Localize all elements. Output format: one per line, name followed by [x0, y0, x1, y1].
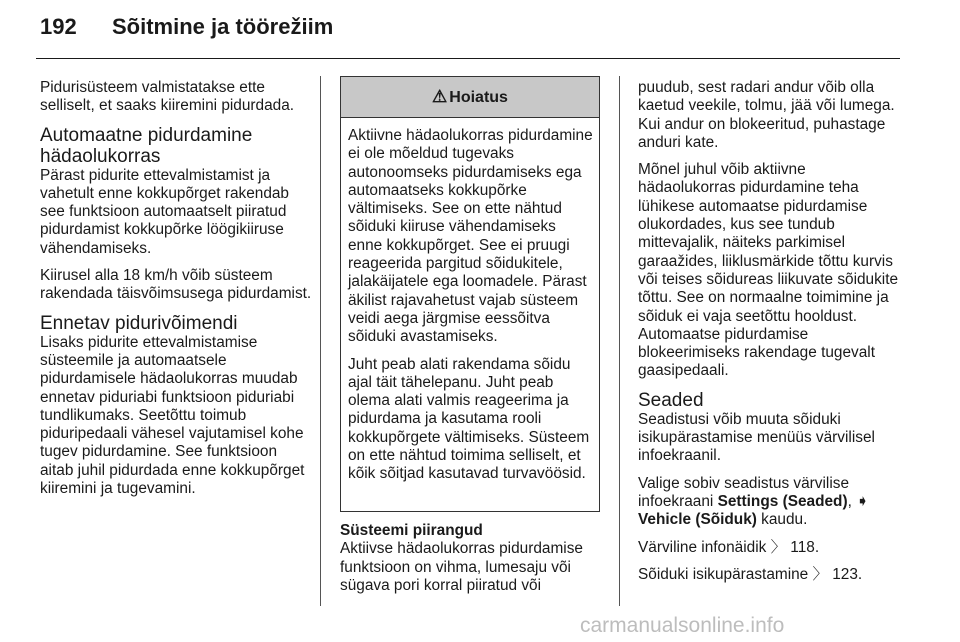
warning-body — [341, 118, 599, 484]
paragraph: Pidurisüsteem valmistatakse ette selliselt, et saaks kiiremini pidurdada. — [40, 79, 295, 115]
column-divider-left — [320, 76, 321, 606]
paragraph: Pärast pidurite ettevalmistamist ja vahetult enne kokkupõrget rakendab see funktsioon automaatselt piiratud pidurdamist kokkupõrke löögikiiruse vähendamiseks. — [40, 166, 289, 257]
section-heading-brake-assist: Ennetav pidurivõimendi — [40, 312, 238, 334]
paragraph: Seadistusi võib muuta sõiduki isikupärastamise menüüs värvilisel infoekraanil. — [638, 410, 875, 465]
page-number: 192 — [40, 14, 77, 39]
play-arrow-icon: ➧ — [856, 492, 870, 510]
paragraph-settings-path: Valige sobiv seadistus värvilise infoekraani Settings (Seaded), ➧ Vehicle (Sõiduk) kaudu. — [638, 474, 870, 529]
paragraph: puudub, sest radari andur võib olla kaetud veekile, tolmu, jää või lumega. Kui andur on blokeeritud, puhastage anduri kate. — [638, 79, 895, 151]
warning-paragraph: Aktiivne hädaolukorras pidurdamine ei ole mõeldud tugevaks autonoomseks pidurdamiseks ega automaatseks kokkupõrke vältimiseks. See on ette nähtud sõiduki kiiruse vähendamiseks enne kokkupõrget. See ei pruugi reageerida pargitud sõidukitele, jalakäijatele ega loomadele. Pärast äkilist rajavahetust vajab süsteem veidi aega järgmise eessõitva sõiduki avastamiseks. — [348, 127, 593, 346]
column-left — [40, 79, 312, 507]
paragraph: Kiirusel alla 18 km/h võib süsteem rakendada täisvõimsusega pidurdamist. — [40, 267, 312, 303]
cross-reference: Sõiduki isikupärastamine 〉 123. — [638, 565, 863, 583]
warning-box — [340, 76, 600, 512]
warning-triangle-icon: ⚠ — [432, 87, 448, 106]
warning-paragraph: Juht peab alati rakendama sõidu ajal täit tähelepanu. Juht peab olema alati valmis reageerima ja pidurdama ja kasutama rooli kokkupõrgete vältimiseks. Süsteem on ette nähtud toimima selliselt, et kõik sõitjad kasutavad turvavöösid. — [348, 355, 590, 483]
page-reference: 123. — [832, 565, 863, 583]
column-middle-lower — [340, 522, 602, 604]
paragraph: Mõnel juhul võib aktiivne hädaolukorras pidurdamine teha lühikese automaatse pidurdamise olukordades, kus see tundub mittevajalik, näiteks parkimisel garaažides, liiklusmärkide tõttu kurvis või teises sõidureas liikuvate sõidukite tõttu. See on normaalne toimimine ja sõiduk ei vaja seetõttu hooldust. Automaatse pidurdamise blokeerimiseks rakendage tugevalt gaasipedaali. — [638, 161, 899, 380]
page-header — [40, 14, 333, 40]
cross-reference: Värviline infonäidik 〉 118. — [638, 538, 820, 556]
page-reference: 118. — [790, 538, 820, 556]
watermark: carmanualsonline.info — [580, 614, 785, 637]
warning-header — [341, 77, 599, 118]
warning-title: Hoiatus — [449, 89, 508, 106]
paragraph: Aktiivse hädaolukorras pidurdamise funktsioon on vihma, lumesaju või sügava pori korral piiratud või — [340, 540, 583, 594]
menu-path-vehicle: Vehicle (Sõiduk) — [638, 511, 757, 529]
column-divider-right — [619, 76, 620, 606]
chevron-right-icon: 〉 — [812, 565, 828, 583]
page-title: Sõitmine ja töörežiim — [112, 14, 334, 39]
menu-path-settings: Settings (Seaded) — [717, 492, 848, 510]
paragraph: Lisaks pidurite ettevalmistamise süsteemile ja automaatsele pidurdamisele hädaolukorras muudab ennetav piduriabi funktsioon piduriabi tundlikumaks. Seetõttu toimub piduripedaali vähesel vajutamisel kohe tugev pidurdamine. See funktsioon aitab juhil pidurdada enne kokkupõrget kiiremini ja tugevamini. — [40, 333, 305, 498]
section-heading-aeb: Automaatne pidurdamine hädaolukorras — [40, 124, 253, 167]
header-rule — [36, 58, 900, 59]
subheading-system-limits: Süsteemi piirangud — [340, 522, 483, 539]
chevron-right-icon: 〉 — [770, 538, 787, 556]
section-heading-settings: Seaded — [638, 389, 704, 411]
column-right — [638, 79, 906, 593]
